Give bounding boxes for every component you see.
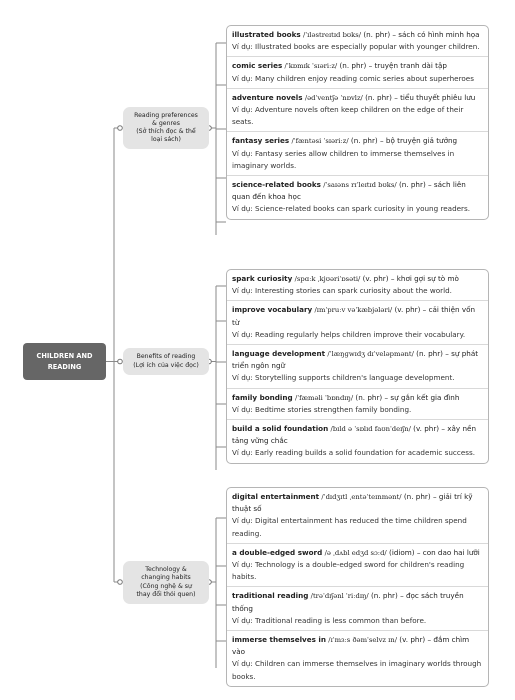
vocab-term: immerse themselves in <box>232 635 326 645</box>
vocab-entry <box>227 175 488 219</box>
vocab-entry <box>227 131 488 175</box>
vocab-term: adventure novels <box>232 92 303 102</box>
vocab-term: comic series <box>232 61 283 71</box>
category-node-reading-preferences <box>123 107 209 149</box>
vocab-entry <box>227 26 488 56</box>
vocab-definition: (n. phr) – sách liên quan đến khoa học <box>232 180 466 202</box>
vocab-ipa: /ˈsaɪəns rɪˈleɪtɪd bʊks/ <box>323 181 397 190</box>
vocab-definition: (n. phr) – truyện tranh dài tập <box>337 61 447 71</box>
root-label: CHILDREN AND READING <box>36 352 93 371</box>
vocab-example: Ví dụ: Storytelling supports children's language development. <box>232 373 455 383</box>
vocab-entry <box>227 88 488 132</box>
category-title-line: (Công nghệ & sự <box>140 582 192 590</box>
vocab-ipa: /ˈfæməli ˈbɒndɪŋ/ <box>294 393 354 402</box>
category-title-line: changing habits <box>141 574 191 582</box>
vocab-definition: (n. phr) – bộ truyện giả tưởng <box>348 136 458 146</box>
category-title-line: Benefits of reading <box>136 353 196 361</box>
vocab-ipa: /ə ˌdʌbl edʒd sɔːd/ <box>324 548 387 557</box>
vocab-entry <box>227 488 488 543</box>
vocab-box-reading-preferences <box>226 25 489 220</box>
vocab-definition: (v. phr) – cải thiện vốn từ <box>232 305 476 327</box>
vocab-definition: (v. phr) – xây nền tảng vững chắc <box>232 424 476 446</box>
vocab-entry <box>227 300 488 344</box>
category-title-line: Reading preferences <box>134 111 198 119</box>
vocab-ipa: /ɪˈmɜːs ðəmˈselvz ɪn/ <box>328 636 397 645</box>
vocab-definition: (v. phr) – đắm chìm vào <box>232 635 470 657</box>
vocab-entry <box>227 388 488 419</box>
vocab-term: spark curiosity <box>232 274 293 283</box>
vocab-term: build a solid foundation <box>232 424 329 434</box>
vocab-entry <box>227 543 488 587</box>
category-node-benefits <box>123 348 209 375</box>
vocab-ipa: /trəˈdɪʃənl ˈriːdɪŋ/ <box>310 592 369 601</box>
vocab-example: Ví dụ: Science-related books can spark curiosity in young readers. <box>232 204 471 214</box>
vocab-example: Ví dụ: Children can immerse themselves in imaginary worlds through books. <box>232 659 482 681</box>
vocab-term: illustrated books <box>232 30 301 39</box>
vocab-entry <box>227 419 488 463</box>
vocab-ipa: /bɪld ə ˈsɒlɪd faʊnˈdeɪʃn/ <box>330 425 411 434</box>
category-node-technology <box>123 561 209 604</box>
vocab-term: fantasy series <box>232 136 290 146</box>
category-title-line: & genres <box>152 119 180 127</box>
vocab-ipa: /spɑːk ˌkjʊəriˈɒsəti/ <box>294 275 361 283</box>
vocab-ipa: /ˈɪləstreɪtɪd bʊks/ <box>302 31 362 39</box>
vocab-example: Ví dụ: Digital entertainment has reduced the time children spend reading. <box>232 516 467 538</box>
vocab-ipa: /ˈfæntəsi ˈsɪəriːz/ <box>291 137 349 146</box>
vocab-definition: (n. phr) – tiểu thuyết phiêu lưu <box>362 92 476 102</box>
vocab-definition: (n. phr) – sự gắn kết gia đình <box>353 392 460 402</box>
vocab-term: a double-edged sword <box>232 547 323 557</box>
vocab-example: Ví dụ: Illustrated books are especially popular with younger children. <box>232 42 480 52</box>
vocab-ipa: /ˈlæŋɡwɪdʒ dɪˈveləpmənt/ <box>327 350 414 359</box>
category-title-line: (Sở thích đọc & thể <box>136 128 196 135</box>
category-title-line: thay đổi thói quen) <box>136 590 196 598</box>
vocab-ipa: /ˈdɪdʒɪtl ˌentəˈteɪnmənt/ <box>321 493 402 501</box>
vocab-definition: (v. phr) – khơi gợi sự tò mò <box>360 274 459 283</box>
vocab-entry <box>227 344 488 388</box>
vocab-term: family bonding <box>232 392 293 402</box>
vocab-entry <box>227 270 488 300</box>
vocab-definition: (n. phr) – sự phát triển ngôn ngữ <box>232 349 479 371</box>
vocab-entry <box>227 586 488 630</box>
vocab-example: Ví dụ: Fantasy series allow children to immerse themselves in imaginary worlds. <box>232 148 455 170</box>
vocab-entry <box>227 630 488 686</box>
root-node <box>23 343 106 380</box>
vocab-term: digital entertainment <box>232 492 320 501</box>
vocab-example: Ví dụ: Many children enjoy reading comic series about superheroes <box>232 73 474 83</box>
vocab-box-benefits <box>226 269 489 464</box>
vocab-example: Ví dụ: Bedtime stories strengthen family bonding. <box>232 404 412 414</box>
vocab-entry <box>227 56 488 87</box>
category-title-line: (Lợi ích của việc đọc) <box>133 361 199 369</box>
vocab-definition: (n. phr) – giải trí kỹ thuật số <box>232 492 473 514</box>
vocab-example: Ví dụ: Technology is a double-edged sword for children's reading habits. <box>232 560 465 582</box>
vocab-example: Ví dụ: Adventure novels often keep children on the edge of their seats. <box>232 105 464 127</box>
vocab-example: Ví dụ: Traditional reading is less common than before. <box>232 615 427 625</box>
vocab-definition: (idiom) – con dao hai lưỡi <box>386 547 480 557</box>
vocab-ipa: /ɪmˈpruːv vəˈkæbjələri/ <box>314 306 393 315</box>
vocab-definition: (n. phr) – đọc sách truyền thống <box>232 591 464 613</box>
vocab-example: Ví dụ: Reading regularly helps children improve their vocabulary. <box>232 329 466 339</box>
vocab-term: improve vocabulary <box>232 305 313 315</box>
vocab-term: science-related books <box>232 180 321 190</box>
category-title-line: loại sách) <box>151 136 181 144</box>
category-title-line: Technology & <box>145 566 187 574</box>
vocab-box-technology <box>226 487 489 687</box>
vocab-example: Ví dụ: Early reading builds a solid foundation for academic success. <box>232 448 476 458</box>
vocab-definition: (n. phr) – sách có hình minh họa <box>361 30 480 39</box>
vocab-term: language development <box>232 349 326 359</box>
vocab-ipa: /ˈkɒmɪk ˈsɪəriːz/ <box>284 62 338 71</box>
vocab-ipa: /ədˈventʃə ˈnɒvlz/ <box>304 93 363 102</box>
vocab-term: traditional reading <box>232 591 309 601</box>
vocab-example: Ví dụ: Interesting stories can spark curiosity about the world. <box>232 286 452 296</box>
